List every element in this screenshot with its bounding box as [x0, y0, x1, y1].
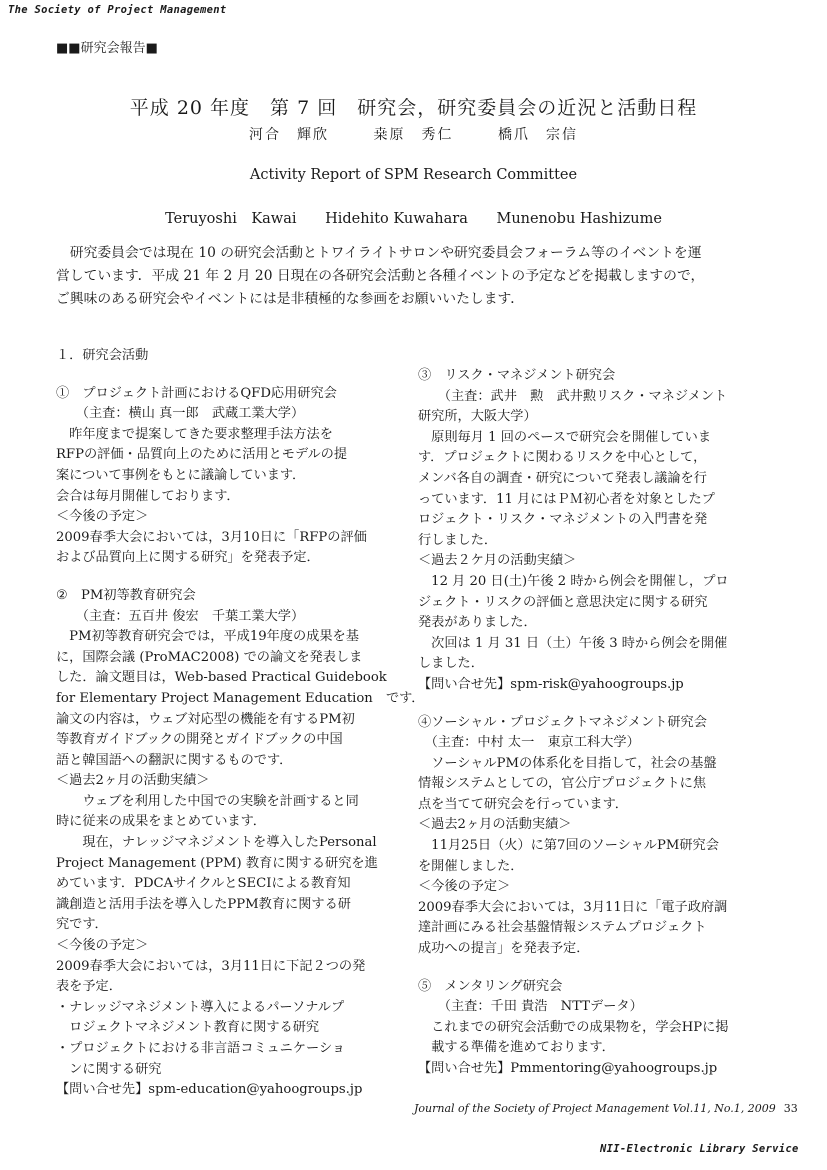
- text-line: ③ リスク・マネジメント研究会: [418, 368, 616, 383]
- journal-citation: Journal of the Society of Project Management Vol.11, No.1, 2009: [414, 1102, 776, 1115]
- text-line: ンに関する研究: [56, 1061, 162, 1077]
- text-line: 時に従来の成果をまとめています．: [56, 814, 266, 830]
- text-line: っています．11 月にはＰＭ初心者を対象としたプ: [418, 491, 715, 507]
- text-line: を開催しました．: [418, 858, 524, 874]
- text-line: 会合は毎月開催しております．: [56, 488, 240, 504]
- text-line: 11月25日（火）に第7回のソーシャルPM研究会: [418, 838, 719, 854]
- text-line: ロジェクト・リスク・マネジメントの入門書を発: [418, 512, 708, 528]
- text-line: 達計画にみる社会基盤情報システムプロジェクト: [418, 920, 707, 936]
- report-block-mentoring: [418, 977, 768, 1080]
- text-line: ① プロジェクト計画におけるQFD応用研究会: [56, 385, 337, 401]
- text-line: 2009春季大会においては，3月10日に「RFPの評価: [56, 529, 367, 545]
- contact-line: 【問い合せ先】spm-risk@yahoogroups.jp: [418, 676, 684, 692]
- text-line: これまでの研究会活動での成果物を，学会HPに掲: [418, 1019, 729, 1035]
- author-ja: 河合 輝欣: [249, 127, 330, 143]
- text-line: ＜過去2ヶ月の活動実績＞: [418, 817, 572, 833]
- text-line: した．論文題目は，Web-based Practical Guidebook: [56, 670, 387, 686]
- journal-footer: [414, 1102, 798, 1115]
- text-line: ＜過去2ヶ月の活動実績＞: [56, 773, 210, 789]
- text-line: ＜今後の予定＞: [418, 879, 511, 895]
- text-line: 成功への提言」を発表予定．: [418, 941, 590, 957]
- right-column: [418, 366, 768, 1080]
- intro-line: ご興味のある研究会やイベントには是非積極的な参画をお願いいたします．: [56, 291, 524, 307]
- text-line: 原則毎月 1 回のペースで研究会を開催していま: [418, 429, 712, 445]
- text-line: 現在，ナレッジマネジメントを導入したPersonal: [56, 835, 377, 851]
- text-line: 載する準備を進めております．: [418, 1040, 615, 1056]
- text-line: RFPの評価・品質向上のために活用とモデルの提: [56, 447, 348, 463]
- text-line: ＜今後の予定＞: [56, 938, 149, 954]
- text-line: ・プロジェクトにおける非言語コミュニケーショ: [56, 1041, 346, 1056]
- text-line: 表を予定．: [56, 979, 122, 995]
- text-line: す．プロジェクトに関わるリスクを中心として，: [418, 450, 707, 466]
- left-column: [56, 346, 425, 1101]
- report-block-pm-education: [56, 586, 425, 1101]
- text-line: に，国際会議 (ProMAC2008) での論文を発表しま: [56, 649, 363, 665]
- text-line: ④ソーシャル・プロジェクトマネジメント研究会: [418, 714, 707, 730]
- text-line: 2009春季大会においては，3月11日に下記２つの発: [56, 958, 366, 974]
- author-en: Munenobu Hashizume: [496, 211, 662, 227]
- text-line: 行しました．: [418, 532, 498, 548]
- page-number: 33: [783, 1102, 798, 1115]
- text-line: ＜今後の予定＞: [56, 509, 149, 525]
- text-line: めています．PDCAサイクルとSECIによる教育知: [56, 876, 351, 892]
- author-en: Hidehito Kuwahara: [325, 211, 468, 227]
- text-line: ・ナレッジマネジメント導入によるパーソナルプ: [56, 999, 345, 1015]
- authors-japanese: [0, 124, 827, 144]
- text-line: ロジェクトマネジメント教育に関する研究: [56, 1020, 320, 1036]
- text-line: ② PM初等教育研究会: [56, 587, 196, 603]
- text-line: Project Management (PPM) 教育に関する研究を進: [56, 855, 378, 871]
- article-title-english: Activity Report of SPM Research Committee: [249, 167, 578, 183]
- report-block-social-pm: [418, 713, 768, 960]
- text-line: 識創造と活用手法を導入したPPM教育に関する研: [56, 896, 351, 912]
- contact-line: 【問い合せ先】Pmmentoring@yahoogroups.jp: [418, 1061, 718, 1076]
- text-line: 次回は 1 月 31 日（土）午後 3 時から例会を開催: [418, 635, 728, 651]
- text-line: および品質向上に関する研究」を発表予定．: [56, 550, 320, 566]
- text-line: ソーシャルPMの体系化を目指して，社会の基盤: [418, 755, 717, 771]
- journal-society-header: The Society of Project Management: [8, 4, 227, 16]
- nii-footer: NII-Electronic Library Service: [600, 1143, 799, 1155]
- text-line: しました．: [418, 656, 484, 672]
- contact-line: 【問い合せ先】spm-education@yahoogroups.jp: [56, 1082, 363, 1098]
- report-block-risk: [418, 366, 768, 696]
- text-line: ⑤ メンタリング研究会: [418, 978, 563, 994]
- author-ja: 桒原 秀仁: [373, 127, 454, 143]
- text-line: 昨年度まで提案してきた要求整理手法方法を: [56, 426, 333, 442]
- text-line: ウェブを利用した中国での実験を計画すると同: [56, 793, 359, 809]
- text-line: ジェクト・リスクの評価と意思決定に関する研究: [418, 594, 708, 610]
- text-line: 情報システムとしての，官公庁プロジェクトに焦: [418, 776, 707, 792]
- section-tag: ■■研究会報告■: [56, 41, 158, 56]
- author-en: Teruyoshi Kawai: [165, 211, 297, 227]
- text-line: ＜過去２ケ月の活動実績＞: [418, 553, 577, 569]
- report-block-qfd: [56, 384, 401, 569]
- text-line: 発表がありました．: [418, 615, 537, 631]
- text-line: 研究所，大阪大学）: [418, 409, 537, 425]
- text-line: 案について事例をもとに議論しています．: [56, 467, 306, 483]
- text-line: 語と韓国語への翻訳に関するものです．: [56, 752, 293, 768]
- text-line: （主査：五百井 俊宏 千葉工業大学）: [56, 608, 305, 624]
- text-line: 論文の内容は，ウェブ対応型の機能を有するPM初: [56, 711, 355, 727]
- text-line: メンバ各自の調査・研究について発表し議論を行: [418, 470, 707, 486]
- text-line: （主査：武井 勲 武井勲リスク・マネジメント: [418, 388, 728, 404]
- text-line: （主査：中村 太一 東京工科大学）: [418, 735, 640, 751]
- section-heading: １．研究会活動: [56, 348, 149, 363]
- intro-line: 営しています．平成 21 年 2 月 20 日現在の各研究会活動と各種イベントの予定などを掲載しますので，: [56, 268, 705, 284]
- intro-paragraph: [56, 242, 768, 311]
- authors-english: [0, 207, 827, 228]
- text-line: 12 月 20 日(土)午後 2 時から例会を開催し，プロ: [418, 573, 729, 589]
- article-title: 平成 20 年度 第 7 回 研究会，研究委員会の近況と活動日程: [129, 97, 698, 119]
- text-line: 等教育ガイドブックの開発とガイドブックの中国: [56, 732, 343, 748]
- text-line: （主査：横山 真一郎 武蔵工業大学）: [56, 406, 305, 422]
- text-line: （主査：千田 貴浩 NTTデータ）: [418, 999, 643, 1015]
- text-line: 2009春季大会においては，3月11日に「電子政府調: [418, 899, 728, 915]
- text-line: for Elementary Project Management Education です．: [56, 690, 425, 706]
- text-line: 究です．: [56, 917, 108, 933]
- intro-line: 研究委員会では現在 10 の研究会活動とトワイライトサロンや研究委員会フォーラム等のイベントを運: [56, 245, 702, 261]
- text-line: PM初等教育研究会では，平成19年度の成果を基: [56, 629, 359, 645]
- text-line: 点を当てて研究会を行っています．: [418, 796, 628, 812]
- author-ja: 橋爪 宗信: [497, 127, 578, 143]
